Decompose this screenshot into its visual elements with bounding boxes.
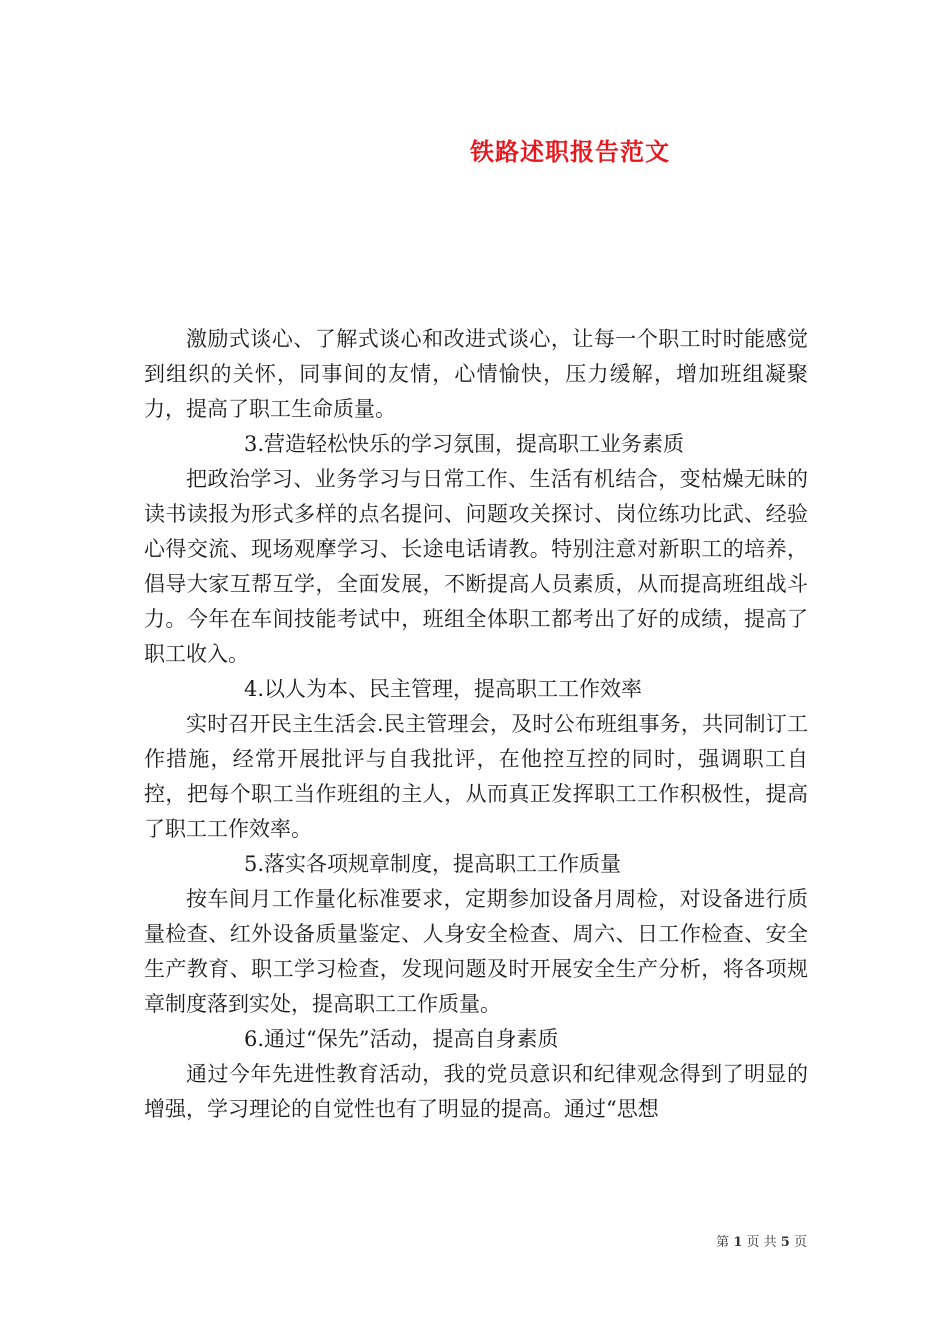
footer-prefix: 第	[716, 1235, 730, 1250]
section-heading: 3.营造轻松快乐的学习氛围，提高职工业务素质	[244, 432, 685, 456]
page-title: 铁路述职报告范文	[470, 137, 670, 166]
paragraph: 实时召开民主生活会.民主管理会，及时公布班组事务，共同制订工作措施，经常开展批评与自我批评，在他控互控的同时，强调职工自控，把每个职工当作班组的主人，从而真正发挥职工工作积极性，提高了职工工作效率。	[144, 712, 808, 841]
footer-page-number: 1	[733, 1235, 743, 1250]
paragraph: 把政治学习、业务学习与日常工作、生活有机结合，变枯燥无昧的读书读报为形式多样的点名提问、问题攻关探讨、岗位练功比武、经验心得交流、现场观摩学习、长途电话请教。特别注意对新职工的培养，倡导大家互帮互学，全面发展，不断提高人员素质，从而提高班组战斗力。今年在车间技能考试中，班组全体职工都考出了好的成绩，提高了职工收入。	[144, 467, 808, 666]
footer-suffix: 页	[793, 1235, 807, 1250]
page-footer	[716, 1231, 807, 1250]
paragraph: 激励式谈心、了解式谈心和改进式谈心，让每一个职工时时能感觉到组织的关怀，同事间的友情，心情愉快，压力缓解，增加班组凝聚力，提高了职工生命质量。	[144, 327, 808, 421]
footer-middle: 页 共	[746, 1235, 777, 1250]
paragraph: 按车间月工作量化标准要求，定期参加设备月周检，对设备进行质量检查、红外设备质量鉴定、人身安全检查、周六、日工作检查、安全生产教育、职工学习检查，发现问题及时开展安全生产分析，将各项规章制度落到实处，提高职工工作质量。	[144, 887, 808, 1016]
section-heading: 4.以人为本、民主管理，提高职工工作效率	[244, 677, 643, 701]
section-heading: 5.落实各项规章制度，提高职工工作质量	[244, 852, 622, 876]
footer-total-pages: 5	[780, 1235, 790, 1250]
paragraph: 通过今年先进性教育活动，我的党员意识和纪律观念得到了明显的增强，学习理论的自觉性也有了明显的提高。通过“思想	[144, 1062, 808, 1121]
document-body	[144, 322, 808, 1127]
section-heading: 6.通过“保先”活动，提高自身素质	[244, 1027, 559, 1051]
